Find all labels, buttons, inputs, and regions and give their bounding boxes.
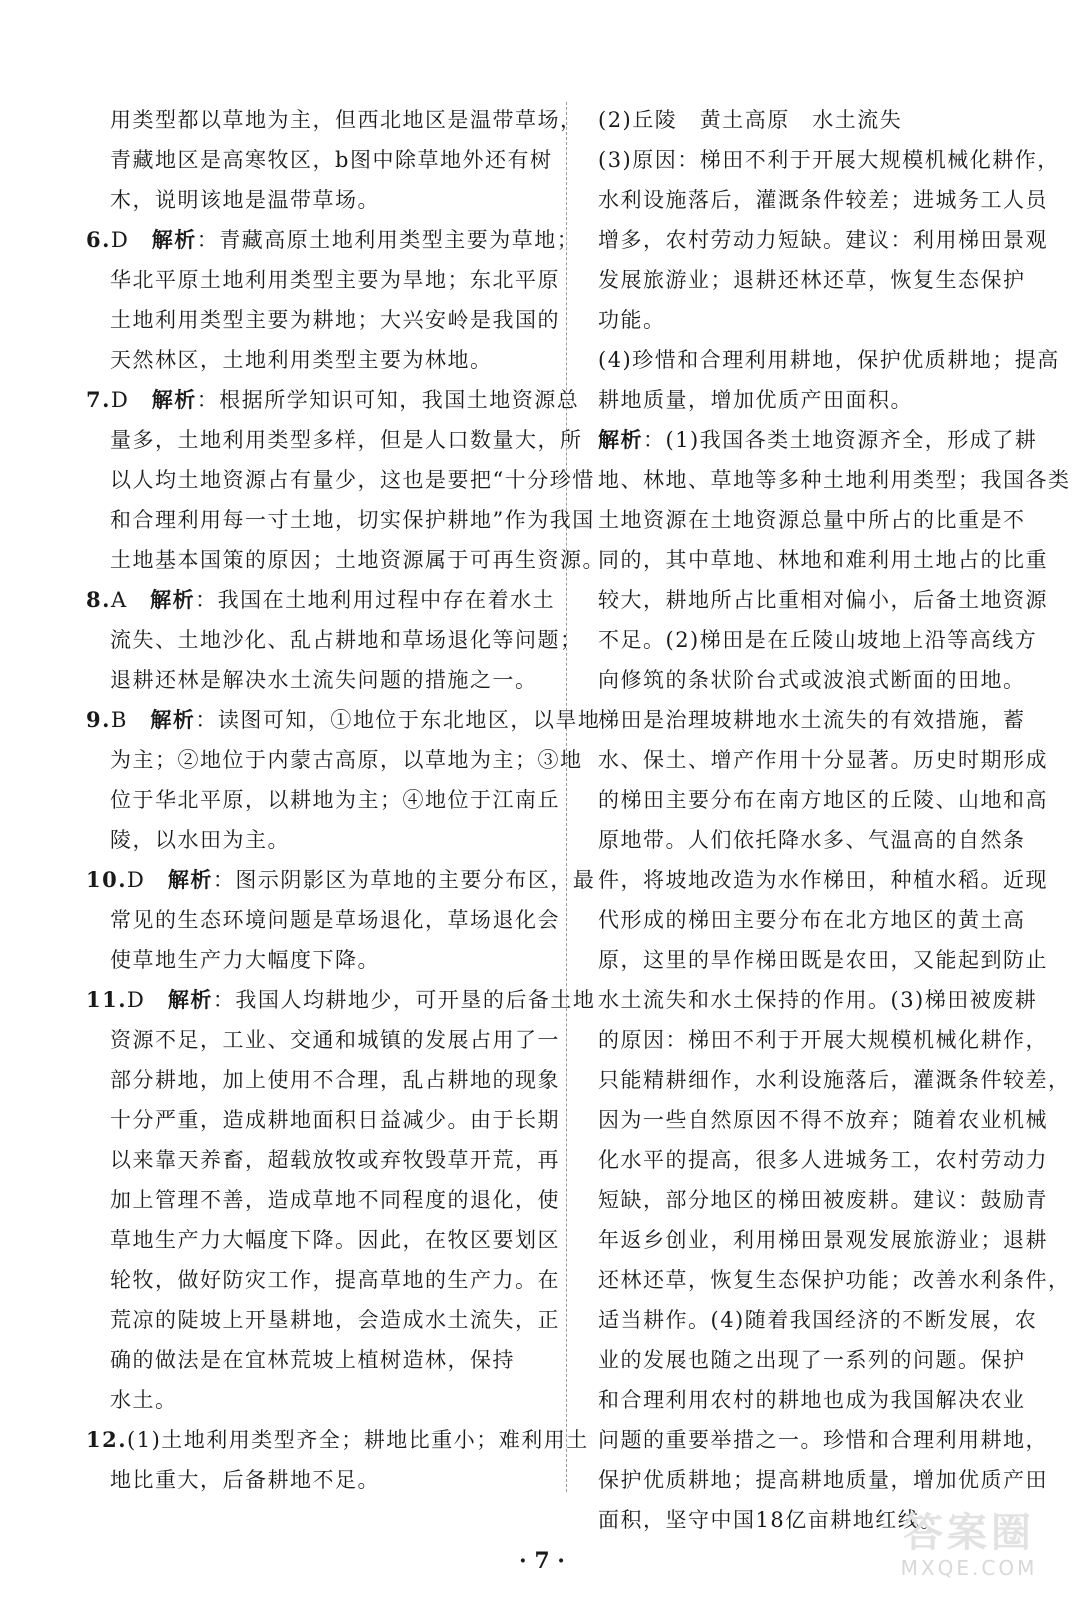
question-number: 6.: [86, 227, 111, 252]
question-10: [86, 860, 596, 900]
answer-text: (1)土地利用类型齐全；耕地比重小；难利用土: [127, 1428, 589, 1452]
question-7: [86, 380, 580, 420]
text-line: 同的，其中草地、林地和难利用土地占的比重: [598, 548, 1048, 572]
text-line: 流失、土地沙化、乱占耕地和草场退化等问题；: [110, 628, 583, 652]
question-number: 9.: [86, 707, 111, 732]
text-line: 十分严重，造成耕地面积日益减少。由于长期: [110, 1108, 560, 1132]
question-number: 11.: [86, 987, 128, 1012]
question-number: 7.: [86, 387, 111, 412]
question-number: 10.: [86, 867, 128, 892]
text-line: 陵，以水田为主。: [110, 828, 290, 852]
page-number: · 7 ·: [519, 1548, 565, 1574]
question-12: [86, 1420, 589, 1460]
analysis-text: ：我国在土地利用过程中存在着水土: [195, 588, 556, 612]
text-line: 只能精耕细作，水利设施落后，灌溉条件较差，: [598, 1068, 1071, 1092]
text-line: 退耕还林是解决水土流失问题的措施之一。: [110, 668, 538, 692]
answer-letter: B: [110, 708, 128, 732]
analysis-text: ：图示阴影区为草地的主要分布区，最: [212, 868, 596, 892]
text-line: 华北平原土地利用类型主要为旱地；东北平原: [110, 268, 560, 292]
text-line: 原地带。人们依托降水多、气温高的自然条: [598, 828, 1026, 852]
text-line: 木，说明该地是温带草场。: [110, 188, 380, 212]
text-line: 土地利用类型主要为耕地；大兴安岭是我国的: [110, 308, 560, 332]
answer-letter: D: [110, 388, 130, 412]
text-line: 量多，土地利用类型多样，但是人口数量大，所: [110, 428, 583, 452]
text-line: 加上管理不善，造成草地不同程度的退化，使: [110, 1188, 560, 1212]
text-line: 还林还草，恢复生态保护功能；改善水利条件，: [598, 1268, 1071, 1292]
text-line: 化水平的提高，很多人进城务工，农村劳动力: [598, 1148, 1048, 1172]
text-line: 荒凉的陡坡上开垦耕地，会造成水土流失，正: [110, 1308, 560, 1332]
analysis-label: 解析: [598, 427, 643, 452]
text-line: 位于华北平原，以耕地为主；④地位于江南丘: [110, 788, 560, 812]
analysis-label: 解析: [150, 587, 196, 612]
text-line: 为主；②地位于内蒙古高原，以草地为主；③地: [110, 748, 583, 772]
question-9: [86, 700, 601, 740]
text-line: 草地生产力大幅度下降。因此，在牧区要划区: [110, 1228, 560, 1252]
text-line: 水土。: [110, 1388, 178, 1412]
text-line: 土地资源在土地资源总量中所占的比重是不: [598, 508, 1026, 532]
answer-letter: A: [110, 588, 128, 612]
text-line: 年返乡创业，利用梯田景观发展旅游业；退耕: [598, 1228, 1048, 1252]
text-line: 水土流失和水土保持的作用。(3)梯田被废耕: [598, 988, 1038, 1012]
analysis-label: 解析: [151, 227, 197, 252]
text-line: 保护优质耕地；提高耕地质量，增加优质产田: [598, 1468, 1048, 1492]
left-column: [86, 100, 605, 1500]
analysis-label: 解析: [150, 707, 196, 732]
text-line: 和合理利用每一寸土地，切实保护耕地”作为我国: [110, 508, 595, 532]
analysis-first-line: [598, 420, 1038, 460]
watermark-logo: [874, 1510, 1064, 1580]
text-line: 以来靠天养畜，超载放牧或弃牧毁草开荒，再: [110, 1148, 560, 1172]
answer-line: (3)原因：梯田不利于开展大规模机械化耕作，: [598, 148, 1060, 172]
answer-line: 耕地质量，增加优质产田面积。: [598, 388, 913, 412]
text-line: 使草地生产力大幅度下降。: [110, 948, 380, 972]
column-divider: [566, 102, 568, 1492]
text-line: 地、林地、草地等多种土地利用类型；我国各类: [598, 468, 1071, 492]
analysis-text: ：根据所学知识可知，我国土地资源总: [196, 388, 580, 412]
answer-line: 水利设施落后，灌溉条件较差；进城务工人员: [598, 188, 1048, 212]
answer-line: (2)丘陵 黄土高原 水土流失: [598, 108, 903, 132]
analysis-text: ：(1)我国各类土地资源齐全，形成了耕: [643, 428, 1038, 452]
text-line: 青藏地区是高寒牧区，b图中除草地外还有树: [110, 148, 553, 172]
text-line: 用类型都以草地为主，但西北地区是温带草场，: [110, 108, 583, 132]
text-line: 的梯田主要分布在南方地区的丘陵、山地和高: [598, 788, 1048, 812]
answer-letter: D: [110, 228, 130, 252]
watermark-url: MXQE.COM: [900, 1556, 1038, 1580]
text-line: 的原因：梯田不利于开展大规模机械化耕作，: [598, 1028, 1048, 1052]
text-line: 水、保土、增产作用十分显著。历史时期形成: [598, 748, 1048, 772]
text-line: 梯田是治理坡耕地水土流失的有效措施，蓄: [598, 708, 1026, 732]
question-6: [86, 220, 580, 260]
watermark-text: 答案圈: [903, 1509, 1035, 1556]
text-line: 件，将坡地改造为水作梯田，种植水稻。近现: [598, 868, 1048, 892]
text-line: 问题的重要举措之一。珍惜和合理利用耕地，: [598, 1428, 1048, 1452]
text-line: 原，这里的旱作梯田既是农田，又能起到防止: [598, 948, 1048, 972]
text-line: 业的发展也随之出现了一系列的问题。保护: [598, 1348, 1026, 1372]
text-line: 适当耕作。(4)随着我国经济的不断发展，农: [598, 1308, 1038, 1332]
right-column: [598, 100, 1071, 1540]
answer-letter: D: [127, 868, 146, 892]
question-number: 12.: [86, 1427, 128, 1452]
answer-line: 发展旅游业；退耕还林还草，恢复生态保护: [598, 268, 1026, 292]
text-line: 较大，耕地所占比重相对偏小，后备土地资源: [598, 588, 1048, 612]
question-number: 8.: [86, 587, 111, 612]
text-line: 代形成的梯田主要分布在北方地区的黄土高: [598, 908, 1026, 932]
text-line: 向修筑的条状阶台式或波浪式断面的田地。: [598, 668, 1026, 692]
analysis-label: 解析: [167, 987, 213, 1012]
answer-line: 增多，农村劳动力短缺。建议：利用梯田景观: [598, 228, 1048, 252]
text-line: 以人均土地资源占有量少，这也是要把“十分珍惜: [110, 468, 595, 492]
answer-line: 功能。: [598, 308, 666, 332]
question-8: [86, 580, 556, 620]
text-line: 轮牧，做好防灾工作，提高草地的生产力。在: [110, 1268, 560, 1292]
text-line: 资源不足，工业、交通和城镇的发展占用了一: [110, 1028, 560, 1052]
text-line: 不足。(2)梯田是在丘陵山坡地上沿等高线方: [598, 628, 1038, 652]
text-line: 面积，坚守中国18亿亩耕地红线。: [598, 1508, 943, 1532]
analysis-text: ：青藏高原土地利用类型主要为草地；: [196, 228, 580, 252]
analysis-text: ：读图可知，①地位于东北地区，以旱地: [195, 708, 601, 732]
text-line: 土地基本国策的原因；土地资源属于可再生资源。: [110, 548, 605, 572]
analysis-text: ：我国人均耕地少，可开垦的后备土地: [212, 988, 596, 1012]
text-line: 地比重大，后备耕地不足。: [110, 1468, 380, 1492]
text-line: 确的做法是在宜林荒坡上植树造林，保持: [110, 1348, 515, 1372]
answer-letter: D: [127, 988, 146, 1012]
text-line: 因为一些自然原因不得不放弃；随着农业机械: [598, 1108, 1048, 1132]
text-line: 部分耕地，加上使用不合理，乱占耕地的现象: [110, 1068, 560, 1092]
text-line: 短缺，部分地区的梯田被废耕。建议：鼓励青: [598, 1188, 1048, 1212]
analysis-label: 解析: [167, 867, 213, 892]
analysis-label: 解析: [151, 387, 197, 412]
question-11: [86, 980, 596, 1020]
text-line: 天然林区，土地利用类型主要为林地。: [110, 348, 493, 372]
text-line: 和合理利用农村的耕地也成为我国解决农业: [598, 1388, 1026, 1412]
answer-line: (4)珍惜和合理利用耕地，保护优质耕地；提高: [598, 348, 1060, 372]
text-line: 常见的生态环境问题是草场退化，草场退化会: [110, 908, 560, 932]
